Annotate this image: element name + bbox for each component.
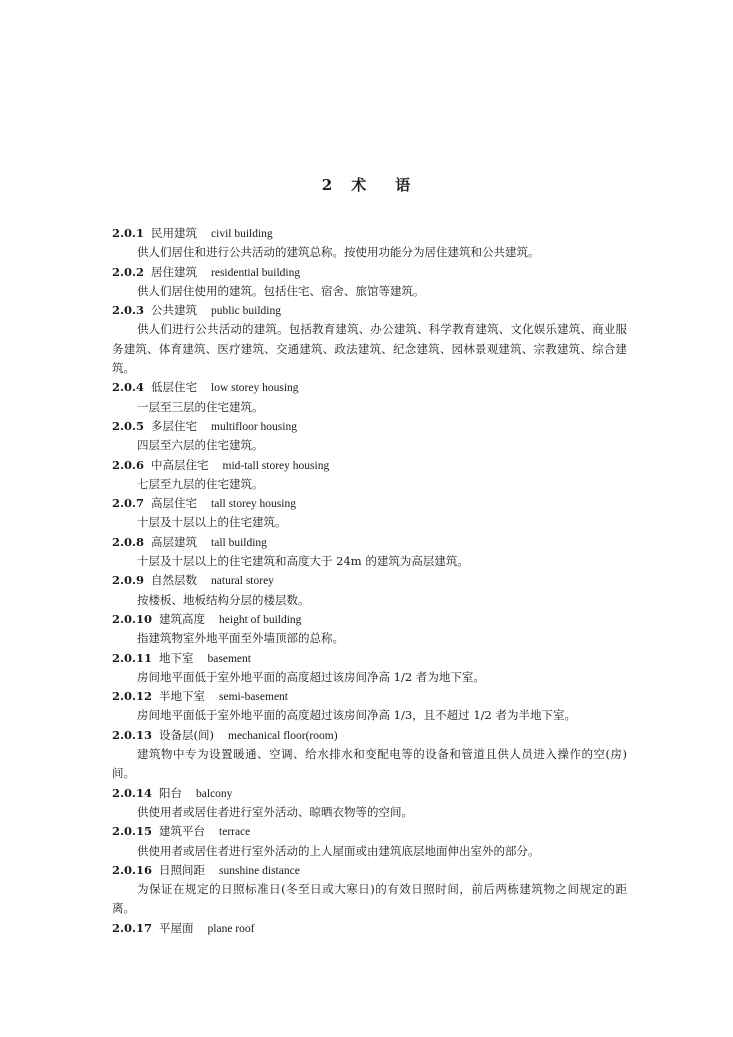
term-chinese-name: 设备层(间) bbox=[159, 727, 214, 742]
term-entry bbox=[112, 533, 627, 572]
term-definition: 十层及十层以上的住宅建筑。 bbox=[137, 515, 287, 530]
term-number: 2.0.12 bbox=[112, 689, 153, 704]
term-definition: 十层及十层以上的住宅建筑和高度大于 24m 的建筑为高层建筑。 bbox=[137, 554, 469, 569]
term-definition: 建筑物中专为设置暖通、空调、给水排水和变配电等的设备和管道且供人员进入操作的空(房)间。 bbox=[112, 747, 627, 781]
term-english-name: civil building bbox=[211, 228, 273, 240]
term-number: 2.0.16 bbox=[112, 862, 153, 877]
term-heading bbox=[112, 571, 627, 590]
term-heading bbox=[112, 417, 627, 436]
term-english-name: sunshine distance bbox=[219, 864, 300, 877]
term-chinese-name: 地下室 bbox=[159, 650, 194, 665]
term-heading bbox=[112, 224, 627, 243]
term-english-name: multifloor housing bbox=[211, 420, 297, 433]
term-entry bbox=[112, 378, 627, 417]
term-number: 2.0.1 bbox=[112, 226, 145, 240]
term-heading bbox=[112, 494, 627, 513]
term-definition: 一层至三层的住宅建筑。 bbox=[137, 399, 264, 414]
term-number: 2.0.11 bbox=[112, 650, 153, 665]
term-definition: 供使用者或居住者进行室外活动的上人屋面或由建筑底层地面伸出室外的部分。 bbox=[137, 843, 540, 858]
term-heading bbox=[112, 649, 627, 668]
term-number: 2.0.3 bbox=[112, 303, 145, 318]
term-english-name: semi-basement bbox=[219, 691, 288, 704]
term-entry bbox=[112, 649, 627, 688]
term-entry bbox=[112, 610, 627, 649]
term-definition: 供使用者或居住者进行室外活动、晾晒衣物等的空间。 bbox=[137, 804, 413, 819]
term-english-name: public building bbox=[211, 305, 281, 318]
term-chinese-name: 平屋面 bbox=[159, 920, 194, 935]
term-number: 2.0.10 bbox=[112, 611, 153, 626]
term-heading bbox=[112, 687, 627, 706]
term-english-name: tall storey housing bbox=[211, 498, 296, 511]
term-definition: 供人们居住使用的建筑。包括住宅、宿舍、旅馆等建筑。 bbox=[137, 283, 425, 298]
chapter-title-char-2: 语 bbox=[395, 176, 412, 194]
term-entry bbox=[112, 687, 627, 726]
term-chinese-name: 半地下室 bbox=[159, 689, 206, 704]
term-english-name: basement bbox=[207, 652, 251, 665]
term-chinese-name: 低层住宅 bbox=[151, 380, 198, 395]
term-number: 2.0.4 bbox=[112, 380, 145, 395]
term-number: 2.0.15 bbox=[112, 824, 153, 839]
term-entry bbox=[112, 494, 627, 533]
term-entry bbox=[112, 224, 627, 263]
term-number: 2.0.5 bbox=[112, 418, 145, 433]
term-english-name: natural storey bbox=[211, 575, 274, 588]
term-chinese-name: 高层住宅 bbox=[151, 496, 198, 511]
term-heading bbox=[112, 919, 627, 938]
term-number: 2.0.2 bbox=[112, 264, 145, 279]
term-chinese-name: 公共建筑 bbox=[151, 303, 198, 318]
term-entry bbox=[112, 301, 627, 378]
term-heading bbox=[112, 861, 627, 880]
term-list bbox=[112, 224, 627, 938]
term-entry bbox=[112, 456, 627, 495]
term-definition: 为保证在规定的日照标准日(冬至日或大寒日)的有效日照时间，前后两栋建筑物之间规定的距离。 bbox=[112, 882, 627, 916]
term-definition: 供人们居住和进行公共活动的建筑总称。按使用功能分为居住建筑和公共建筑。 bbox=[137, 245, 540, 260]
term-definition: 七层至九层的住宅建筑。 bbox=[137, 476, 264, 491]
term-entry bbox=[112, 822, 627, 861]
term-heading bbox=[112, 610, 627, 629]
chapter-title-char-1: 术 bbox=[351, 176, 368, 194]
term-english-name: height of building bbox=[219, 613, 302, 626]
term-number: 2.0.8 bbox=[112, 534, 145, 549]
term-entry bbox=[112, 417, 627, 456]
term-chinese-name: 高层建筑 bbox=[151, 534, 198, 549]
term-heading bbox=[112, 263, 627, 282]
term-heading bbox=[112, 822, 627, 841]
term-definition: 按楼板、地板结构分层的楼层数。 bbox=[137, 592, 310, 607]
term-entry bbox=[112, 861, 627, 919]
term-chinese-name: 多层住宅 bbox=[151, 418, 198, 433]
term-definition: 房间地平面低于室外地平面的高度超过该房间净高 1/3，且不超过 1/2 者为半地下室。 bbox=[137, 708, 576, 723]
term-heading bbox=[112, 456, 627, 475]
term-heading bbox=[112, 301, 627, 320]
term-chinese-name: 建筑高度 bbox=[159, 611, 206, 626]
term-entry bbox=[112, 571, 627, 610]
term-english-name: terrace bbox=[219, 826, 251, 839]
term-entry bbox=[112, 919, 627, 938]
term-english-name: tall building bbox=[211, 536, 267, 549]
term-definition: 房间地平面低于室外地平面的高度超过该房间净高 1/2 者为地下室。 bbox=[137, 669, 485, 684]
term-heading bbox=[112, 784, 627, 803]
term-heading bbox=[112, 533, 627, 552]
term-english-name: mechanical floor(room) bbox=[228, 729, 338, 742]
term-chinese-name: 日照间距 bbox=[159, 862, 206, 877]
term-definition: 供人们进行公共活动的建筑。包括教育建筑、办公建筑、科学教育建筑、文化娱乐建筑、商业服务建筑、体育建筑、医疗建筑、交通建筑、政法建筑、纪念建筑、园林景观建筑、宗教建筑、综合建筑。 bbox=[112, 322, 627, 376]
term-chinese-name: 民用建筑 bbox=[151, 226, 198, 240]
term-number: 2.0.7 bbox=[112, 496, 145, 511]
term-english-name: residential building bbox=[211, 266, 301, 279]
term-number: 2.0.17 bbox=[112, 920, 153, 935]
term-chinese-name: 阳台 bbox=[159, 785, 183, 800]
term-definition: 四层至六层的住宅建筑。 bbox=[137, 438, 264, 453]
term-number: 2.0.6 bbox=[112, 457, 145, 472]
term-heading bbox=[112, 378, 627, 397]
term-number: 2.0.13 bbox=[112, 727, 153, 742]
chapter-number: 2 bbox=[321, 176, 334, 194]
term-english-name: plane roof bbox=[207, 922, 255, 935]
term-chinese-name: 居住建筑 bbox=[151, 264, 198, 279]
term-chinese-name: 自然层数 bbox=[151, 573, 198, 588]
term-entry bbox=[112, 263, 627, 302]
term-english-name: mid-tall storey housing bbox=[222, 459, 330, 472]
term-number: 2.0.9 bbox=[112, 573, 145, 588]
chapter-title bbox=[0, 174, 733, 195]
term-chinese-name: 建筑平台 bbox=[159, 824, 206, 839]
term-heading bbox=[112, 726, 627, 745]
term-entry bbox=[112, 784, 627, 823]
term-number: 2.0.14 bbox=[112, 785, 153, 800]
term-english-name: balcony bbox=[196, 787, 233, 800]
term-english-name: low storey housing bbox=[211, 382, 299, 395]
term-definition: 指建筑物室外地平面至外墙顶部的总称。 bbox=[137, 631, 344, 646]
term-entry bbox=[112, 726, 627, 784]
term-chinese-name: 中高层住宅 bbox=[151, 457, 209, 472]
